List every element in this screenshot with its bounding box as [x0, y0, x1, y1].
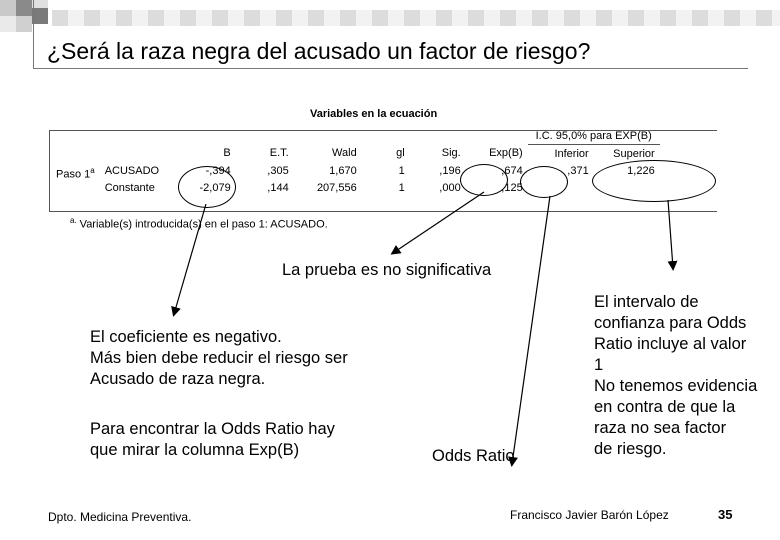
col-wald: Wald: [332, 147, 357, 160]
cell-et: ,305: [267, 164, 289, 177]
col-et: E.T.: [269, 147, 289, 160]
ic-header: I.C. 95,0% para EXP(B): [528, 127, 660, 145]
col-gl: gl: [396, 147, 405, 160]
cell-superior: 1,226: [627, 164, 655, 177]
annotation-not-significant: La prueba es no significativa: [282, 261, 492, 279]
cell-wald: 207,556: [316, 181, 357, 194]
cell-wald: 1,670: [329, 164, 357, 177]
step-label: Paso 1$^a$: [56, 166, 95, 181]
col-inferior: Inferior: [554, 147, 589, 160]
page-number: 35: [718, 507, 733, 522]
table-caption: Variables en la ecuación: [310, 108, 438, 120]
row-label: Constante: [104, 181, 155, 194]
cell-exp: ,125: [501, 181, 523, 194]
table-footnote: $^{a.}$ Variable(s) introducida(s) en el paso 1: ACUSADO.: [70, 216, 328, 231]
cell-gl: 1: [398, 181, 405, 194]
cell-gl: 1: [398, 164, 405, 177]
cell-b: -,394: [205, 164, 231, 177]
cell-sig: ,196: [439, 164, 461, 177]
col-sig: Sig.: [441, 147, 461, 160]
cell-inferior: ,371: [567, 164, 589, 177]
footer-department: Dpto. Medicina Preventiva.: [48, 510, 192, 524]
cell-sig: ,000: [439, 181, 461, 194]
col-exp: Exp(B): [489, 147, 523, 160]
col-b: B: [223, 147, 231, 160]
footer-author: Francisco Javier Barón López: [510, 508, 669, 522]
annotation-confidence-interval: El intervalo de confianza para Odds Ratio incluye al valor 1 No tenemos evidencia en contra de que la raza no sea factor de riesgo.: [594, 293, 758, 458]
annotation-odds-hint: Para encontrar la Odds Ratio hay que mirar la columna Exp(B): [90, 420, 335, 459]
col-superior: Superior: [613, 147, 655, 160]
row-label: ACUSADO: [104, 164, 160, 177]
annotation-coefficient: El coeficiente es negativo. Más bien debe reducir el riesgo ser Acusado de raza negra.: [90, 328, 348, 388]
cell-b: -2,079: [199, 181, 231, 194]
annotation-odds-ratio: Odds Ratio: [432, 447, 515, 465]
slide-title: ¿Será la raza negra del acusado un factor de riesgo?: [47, 38, 591, 64]
cell-exp: ,674: [501, 164, 523, 177]
cell-et: ,144: [267, 181, 289, 194]
